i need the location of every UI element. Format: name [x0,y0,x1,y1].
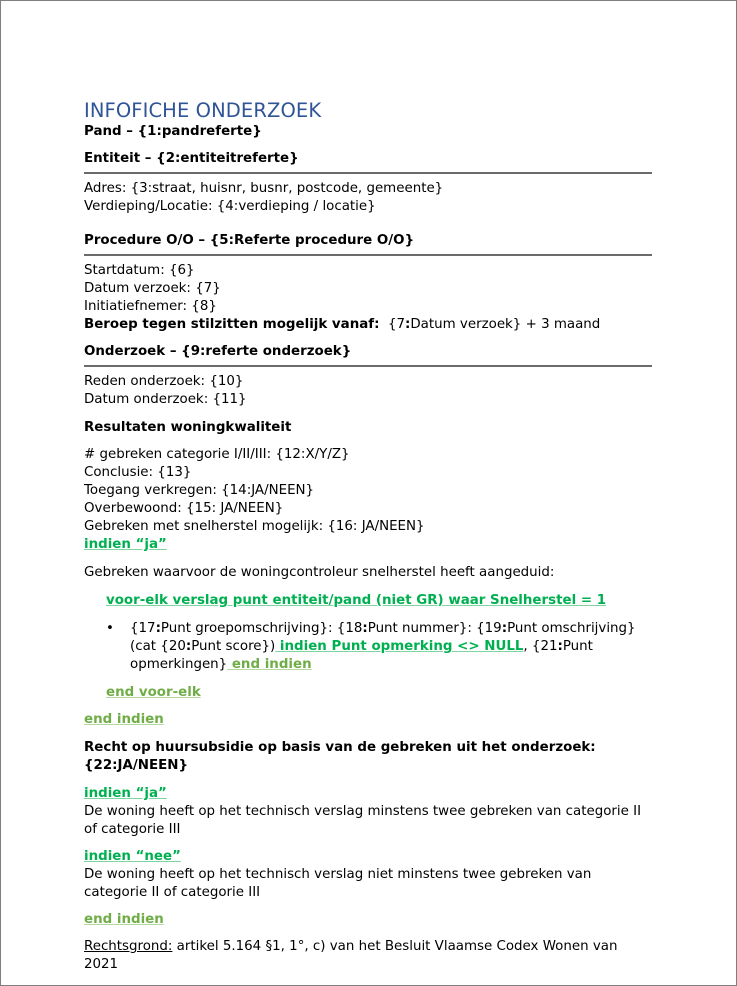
end-indien: end indien [84,712,164,727]
field-21: , {21 [523,639,558,654]
end-voor-elk: end voor-elk [106,685,201,700]
indien-ja-condition: indien “ja” [84,537,167,552]
colon: : [185,639,192,654]
beroep-line [84,316,652,334]
gebreken-waarvoor-line: Gebreken waarvoor de woningcontroleur snelherstel heeft aangeduid: [84,565,555,580]
gebreken-categorie-line: # gebreken categorie I/II/III: {12:X/Y/Z} [84,447,350,462]
reden-line: Reden onderzoek: {10} [84,374,244,389]
conclusie-line: Conclusie: {13} [84,465,192,480]
procedure-heading: Procedure O/O – {5:Referte procedure O/O} [84,232,652,256]
startdatum-line: Startdatum: {6} [84,263,195,278]
beroep-colon: : [405,317,411,332]
rechtsgrond-line [84,938,652,974]
indien-nee-condition: indien “nee” [84,849,181,864]
document-title: INFOFICHE ONDERZOEK [84,99,322,122]
overbewoond-line: Overbewoond: {15: JA/NEEN} [84,501,284,516]
initiatiefnemer-line: Initiatiefnemer: {8} [84,299,217,314]
onderzoek-heading: Onderzoek – {9:referte onderzoek} [84,343,652,367]
rechtsgrond-text: artikel 5.164 §1, 1°, c) van het Besluit Vlaamse Codex Wonen van 2021 [84,939,618,972]
list-item [84,620,652,674]
datum-verzoek-line: Datum verzoek: {7} [84,281,221,296]
ja-text: De woning heeft op het technisch verslag minstens twee gebreken van categorie II of categorie III [84,804,642,837]
indien-ja-condition-2: indien “ja” [84,786,167,801]
end-indien-2: end indien [84,912,164,927]
colon: : [362,621,368,636]
field-17: {17 [130,621,156,636]
voor-elk-loop: voor-elk verslag punt entiteit/pand (niet GR) waar Snelherstel = 1 [106,593,607,608]
field-20-end: Punt score}) [191,639,276,654]
beroep-value: Datum verzoek} + 3 maand [410,317,601,332]
toegang-line: Toegang verkregen: {14:JA/NEEN} [84,483,315,498]
rechtsgrond-label: Rechtsgrond: [84,939,173,954]
recht-heading: Recht op huursubsidie op basis van de gebreken uit het onderzoek: {22:JA/NEEN} [84,740,596,773]
document-body [84,99,652,974]
pand-heading: Pand – {1:pandreferte} [84,124,262,139]
adres-line: Adres: {3:straat, huisnr, busnr, postcode, gemeente} [84,181,444,196]
field-20: Punt omschrijving} (cat {20 [130,621,636,654]
bullet-icon: • [106,621,114,636]
field-19: Punt nummer}: {19 [367,621,502,636]
colon: : [557,639,563,654]
colon: : [155,621,161,636]
list-item-text [130,620,652,674]
beroep-value-pre: {7 [387,317,406,332]
snelherstel-line: Gebreken met snelherstel mogelijk: {16: JA/NEEN} [84,519,425,534]
end-indien-inline: end indien [227,657,312,672]
beroep-label: Beroep tegen stilzitten mogelijk vanaf: [84,317,380,332]
datum-onderzoek-line: Datum onderzoek: {11} [84,392,247,407]
entiteit-heading: Entiteit – {2:entiteitreferte} [84,150,652,174]
resultaten-heading: Resultaten woningkwaliteit [84,420,292,435]
colon: : [501,621,508,636]
verdieping-line: Verdieping/Locatie: {4:verdieping / locatie} [84,199,376,214]
field-21-end: Punt opmerkingen} [130,639,593,672]
field-18: Punt groepomschrijving}: {18 [160,621,363,636]
nee-text: De woning heeft op het technisch verslag niet minstens twee gebreken van categorie II of categorie III [84,867,592,900]
opmerking-condition: indien Punt opmerking <> NULL [275,639,524,654]
